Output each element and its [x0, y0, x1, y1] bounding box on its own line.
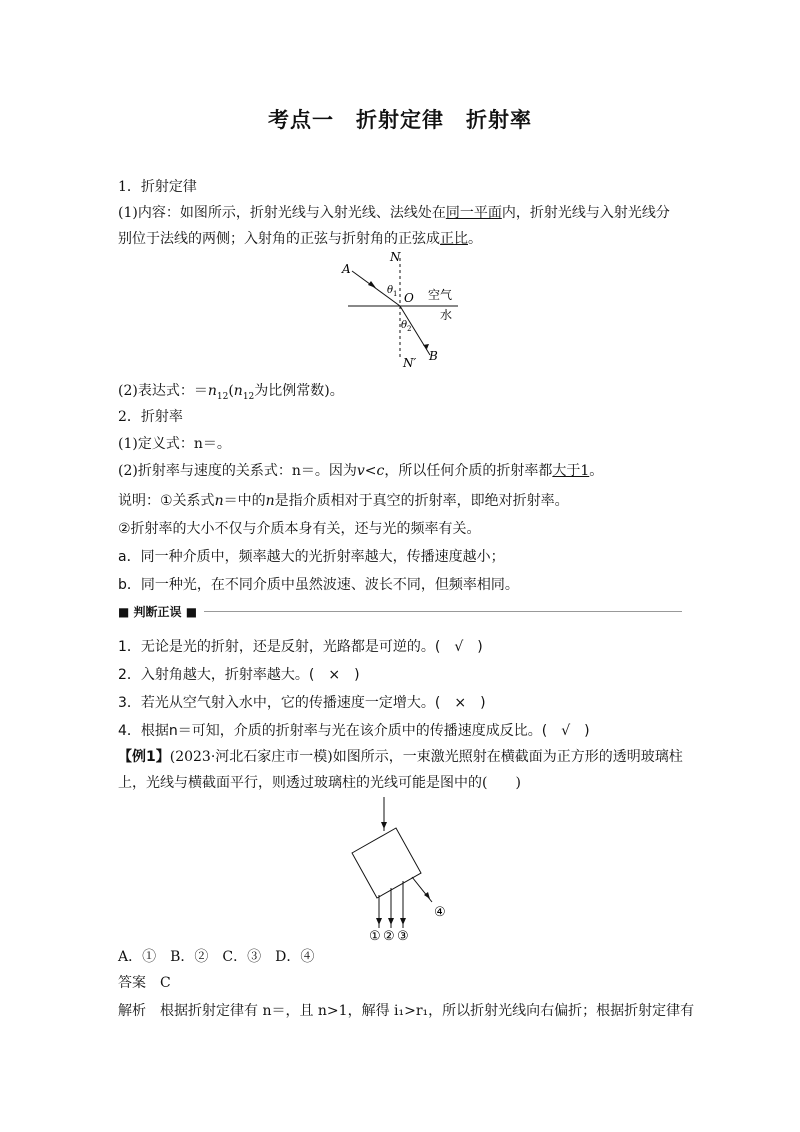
glass-square — [352, 828, 421, 898]
incoming-arrow-icon — [381, 822, 387, 829]
label-theta1-sub: 1 — [393, 290, 398, 298]
example-options: A．① B．② C．③ D．④ — [118, 949, 315, 965]
label-theta2-sub: 2 — [407, 325, 412, 333]
example-answer: 答案 C — [118, 975, 171, 991]
ray-3-arrow-icon — [400, 918, 406, 925]
judge-item-3: 3．若光从空气射入水中，它的传播速度一定增大。( × ) — [118, 695, 486, 711]
example-line-2: 上，光线与横截面平行，则透过玻璃柱的光线可能是图中的( ) — [118, 775, 521, 791]
label-air: 空气 — [428, 288, 453, 302]
note-1: 说明：①关系式n＝中的n是指介质相对于真空的折射率，即绝对折射率。 — [118, 493, 569, 509]
section-heading-refractive-index: 2．折射率 — [118, 409, 183, 425]
ray-1-arrow-icon — [376, 918, 382, 925]
label-B: B — [429, 349, 438, 363]
refractive-index-definition: (1)定义式：n＝。 — [118, 436, 231, 452]
refraction-law-content-line2: 别位于法线的两侧；入射角的正弦与折射角的正弦成正比。 — [118, 231, 482, 247]
incident-arrow-icon — [368, 281, 376, 288]
refractive-index-speed-relation: (2)折射率与速度的关系式：n＝。因为v<c，所以任何介质的折射率都大于1。 — [118, 463, 604, 479]
example-line-1: 【例1】(2023·河北石家庄市一模)如图所示，一束激光照射在横截面为正方形的透明玻璃柱 — [118, 749, 683, 765]
note-4: b．同一种光，在不同介质中虽然波速、波长不同，但频率相同。 — [118, 577, 519, 593]
judge-section-label: ■ 判断正误 ■ — [118, 605, 198, 619]
example-analysis: 解析 根据折射定律有 n＝，且 n>1，解得 i₁>r₁，所以折射光线向右偏折；根据折射定律有 — [118, 1003, 695, 1019]
glass-prism-diagram — [340, 795, 460, 945]
judge-section-header — [118, 603, 682, 619]
judge-item-4: 4．根据n＝可知，介质的折射率与光在该介质中的传播速度成反比。( √ ) — [118, 723, 590, 739]
label-water: 水 — [440, 308, 453, 322]
label-circle-2: ② — [383, 929, 395, 944]
page-title: 考点一 折射定律 折射率 — [268, 108, 532, 132]
label-theta2: θ — [401, 320, 408, 331]
label-circle-4: ④ — [434, 905, 446, 920]
label-N: N — [390, 250, 401, 264]
refraction-expression: (2)表达式：$=n_{12}(n_{12}$为比例常数)。 — [118, 383, 344, 402]
section-heading-refraction-law: 1．折射定律 — [118, 179, 197, 195]
judge-item-2: 2．入射角越大，折射率越大。( × ) — [118, 667, 360, 683]
label-O: O — [404, 291, 414, 305]
ray-2-arrow-icon — [388, 918, 394, 925]
refraction-diagram — [330, 248, 470, 372]
label-circle-1: ① — [369, 929, 381, 944]
label-N-prime: N′ — [403, 356, 417, 370]
label-circle-3: ③ — [397, 929, 409, 944]
label-A: A — [342, 262, 351, 276]
judge-section-divider — [204, 611, 682, 612]
label-theta1: θ — [387, 285, 394, 296]
note-3: a．同一种介质中，频率越大的光折射率越大，传播速度越小； — [118, 549, 505, 565]
refraction-law-content-line1: (1)内容：如图所示，折射光线与入射光线、法线处在同一平面内，折射光线与入射光线分 — [118, 205, 670, 221]
note-2: ②折射率的大小不仅与介质本身有关，还与光的频率有关。 — [118, 521, 481, 537]
judge-item-1: 1．无论是光的折射，还是反射，光路都是可逆的。( √ ) — [118, 639, 483, 655]
